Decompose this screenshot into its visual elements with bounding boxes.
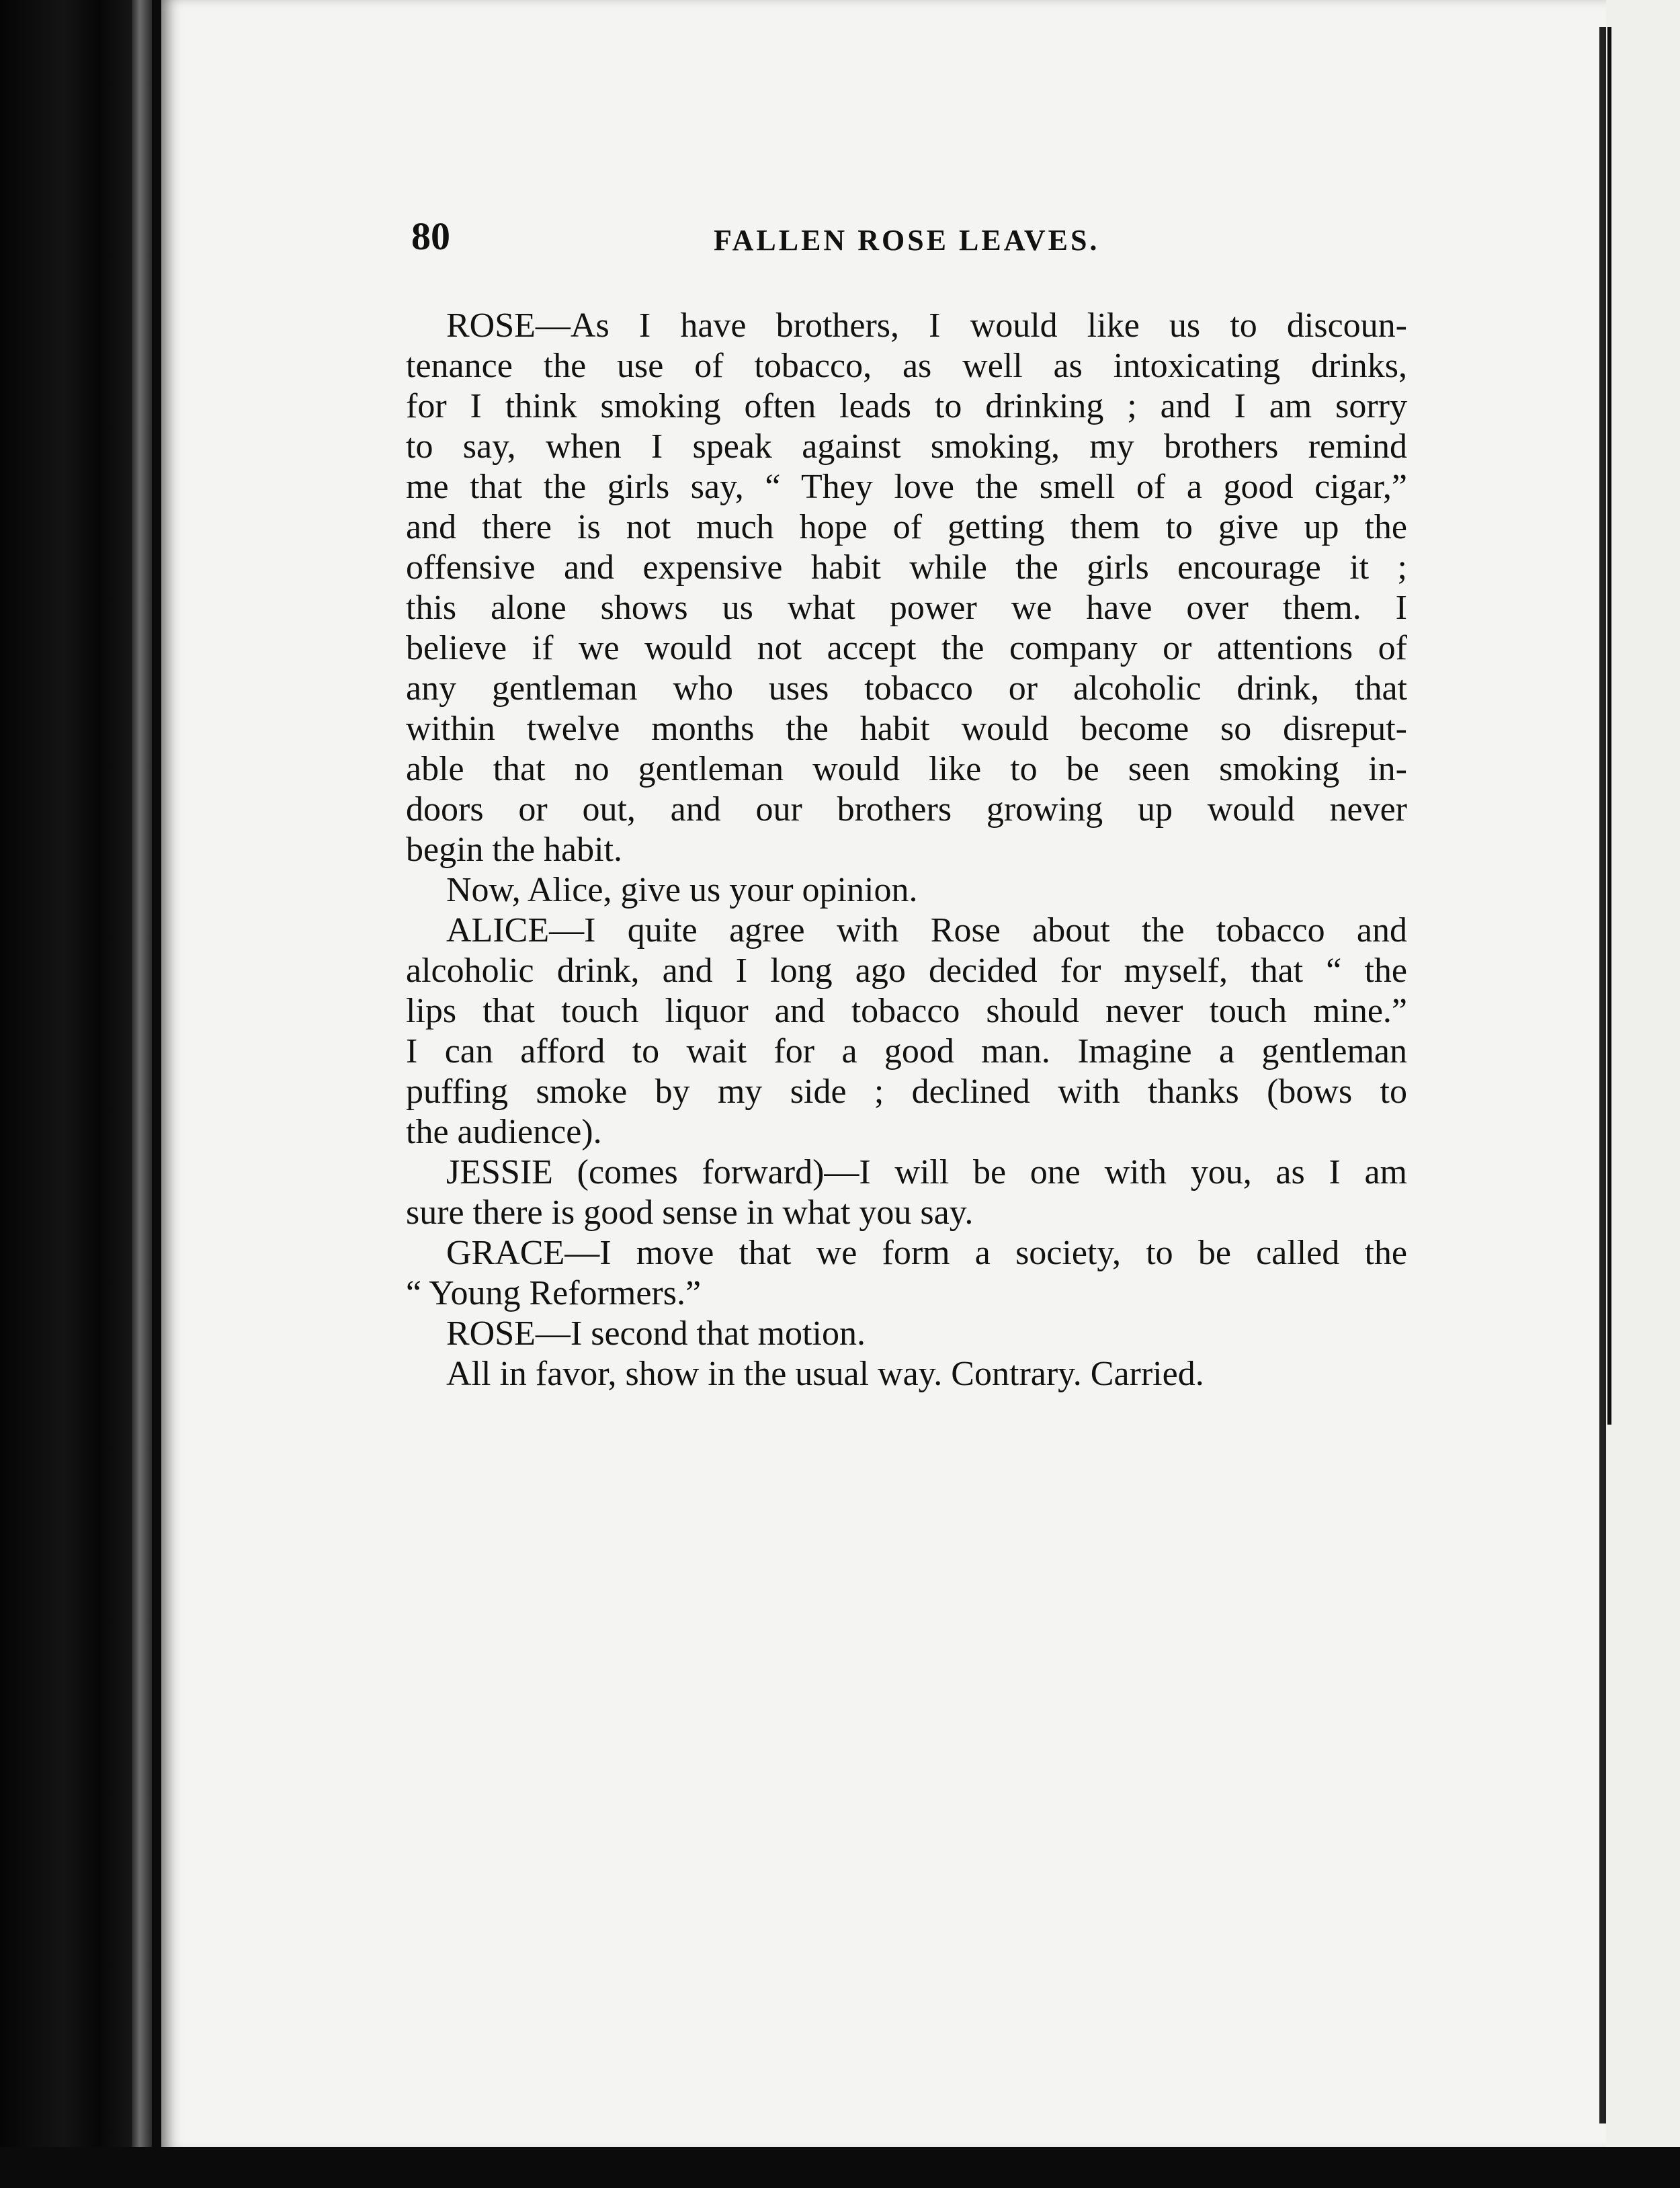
text-line: “ Young Reformers.” bbox=[406, 1274, 702, 1312]
page-right-edge bbox=[1599, 27, 1606, 2123]
text-line: begin the habit. bbox=[406, 831, 623, 869]
text-line: ROSE—I second that motion. bbox=[446, 1314, 866, 1353]
text-line: ALICE—I quite agree with Rose about the tobacco and bbox=[446, 911, 1407, 950]
text-line: I can afford to wait for a good man. Imagine a gentleman bbox=[406, 1032, 1407, 1070]
text-line: any gentleman who uses tobacco or alcoholic drink, that bbox=[406, 669, 1407, 708]
paragraph-alice bbox=[406, 911, 1407, 1152]
text-line: ROSE—As I have brothers, I would like us to discoun- bbox=[446, 306, 1407, 345]
text-line: lips that touch liquor and tobacco should never touch mine.” bbox=[406, 992, 1407, 1030]
body-text bbox=[406, 306, 1407, 1394]
text-line: Now, Alice, give us your opinion. bbox=[446, 871, 918, 909]
page-number: 80 bbox=[411, 214, 450, 258]
text-line: and there is not much hope of getting them to give up the bbox=[406, 508, 1407, 546]
text-line: offensive and expensive habit while the girls encourage it ; bbox=[406, 548, 1407, 587]
paragraph-rose-2 bbox=[406, 1314, 1407, 1354]
text-line: All in favor, show in the usual way. Contrary. Carried. bbox=[446, 1355, 1204, 1393]
text-line: able that no gentleman would like to be seen smoking in- bbox=[406, 750, 1407, 788]
text-line: tenance the use of tobacco, as well as intoxicating drinks, bbox=[406, 347, 1407, 385]
binding-edge bbox=[132, 0, 152, 2188]
adjacent-page-edge bbox=[1606, 0, 1680, 2188]
paragraph-now-alice bbox=[406, 870, 1407, 911]
text-line: this alone shows us what power we have over them. I bbox=[406, 589, 1407, 627]
text-line: alcoholic drink, and I long ago decided for myself, that “ the bbox=[406, 952, 1407, 990]
text-line: for I think smoking often leads to drinking ; and I am sorry bbox=[406, 387, 1407, 425]
text-line: me that the girls say, “ They love the smell of a good cigar,” bbox=[406, 468, 1407, 506]
book-binding bbox=[0, 0, 141, 2188]
text-line: sure there is good sense in what you say. bbox=[406, 1193, 974, 1232]
paragraph-carried bbox=[406, 1354, 1407, 1394]
text-line: JESSIE (comes forward)—I will be one with you, as I am bbox=[446, 1153, 1407, 1191]
scan-bottom-border bbox=[0, 2147, 1680, 2188]
text-line: to say, when I speak against smoking, my brothers remind bbox=[406, 427, 1407, 466]
page-header bbox=[411, 214, 1130, 267]
text-line: GRACE—I move that we form a society, to be called the bbox=[446, 1234, 1407, 1272]
text-line: puffing smoke by my side ; declined with thanks (bows to bbox=[406, 1072, 1407, 1111]
text-line: within twelve months the habit would become so disreput- bbox=[406, 710, 1407, 748]
adjacent-page-shadow bbox=[1607, 27, 1611, 1425]
text-line: doors or out, and our brothers growing up would never bbox=[406, 790, 1407, 829]
paragraph-grace bbox=[406, 1233, 1407, 1314]
paragraph-jessie bbox=[406, 1152, 1407, 1233]
text-line: the audience). bbox=[406, 1113, 602, 1151]
text-line: believe if we would not accept the company or attentions of bbox=[406, 629, 1407, 667]
paragraph-rose-1 bbox=[406, 306, 1407, 870]
running-head: FALLEN ROSE LEAVES. bbox=[714, 224, 1100, 257]
